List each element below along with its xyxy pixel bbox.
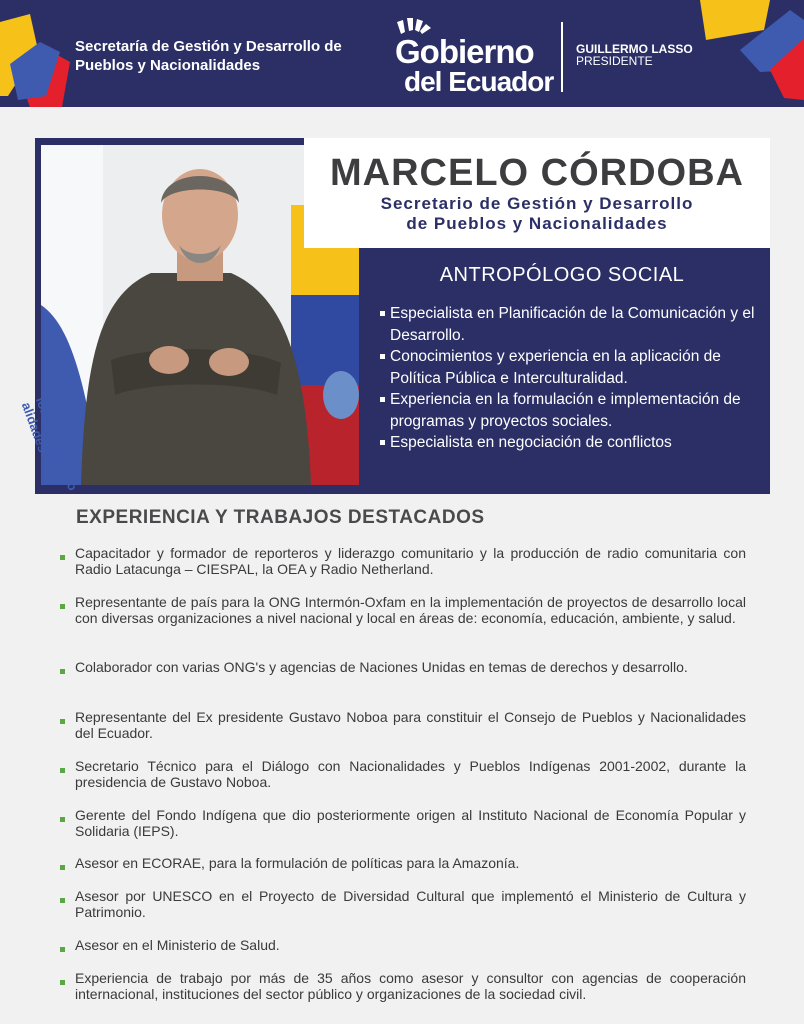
- person-role: [304, 194, 770, 234]
- experience-item: [60, 970, 746, 1002]
- logo-line-2: del Ecuador: [404, 66, 554, 97]
- experience-text: Representante del Ex presidente Gustavo Noboa para constituir el Consejo de Pueblos y Nacionalidades del Ecuador.: [75, 709, 746, 741]
- header-divider: [561, 22, 563, 92]
- bullet-icon: [60, 555, 65, 560]
- bullet-icon: [60, 865, 65, 870]
- experience-item: [60, 659, 746, 675]
- bullet-icon: [60, 768, 65, 773]
- experience-text: Capacitador y formador de reporteros y liderazgo comunitario y la producción de radio comunitaria con Radio Latacunga – CIESPAL, la OEA y Radio Netherland.: [75, 545, 746, 577]
- president-role: PRESIDENTE: [576, 54, 653, 68]
- experience-title: EXPERIENCIA Y TRABAJOS DESTACADOS: [76, 507, 485, 528]
- skill-item: Especialista en negociación de conflictos: [380, 432, 758, 454]
- skill-item: Experiencia en la formulación e implementación de programas y proyectos sociales.: [380, 389, 758, 432]
- experience-text: Colaborador con varias ONG's y agencias de Naciones Unidas en temas de derechos y desarrollo.: [75, 659, 688, 675]
- experience-text: Asesor en el Ministerio de Salud.: [75, 937, 280, 953]
- person-role-line-1: Secretario de Gestión y Desarrollo: [380, 194, 694, 213]
- experience-item: [60, 709, 746, 741]
- experience-text: Gerente del Fondo Indígena que dio posteriormente origen al Instituto Nacional de Economía Popular y Solidaria (IEPS).: [75, 807, 746, 839]
- bullet-icon: [60, 604, 65, 609]
- bullet-icon: [60, 947, 65, 952]
- person-name: MARCELO CÓRDOBA: [330, 152, 744, 194]
- experience-text: Asesor en ECORAE, para la formulación de políticas para la Amazonía.: [75, 855, 520, 871]
- bullet-icon: [60, 898, 65, 903]
- experience-item: [60, 545, 746, 577]
- experience-item: [60, 937, 746, 953]
- skills-list: [380, 303, 758, 454]
- experience-item: [60, 888, 746, 920]
- page-header: [0, 0, 804, 107]
- gobierno-logo: [395, 18, 555, 97]
- experience-text: Experiencia de trabajo por más de 35 años como asesor y consultor con agencias de cooperación internacional, instituciones del sector público y organizaciones de la sociedad civil.: [75, 970, 746, 1002]
- bullet-icon: [60, 719, 65, 724]
- experience-text: Asesor por UNESCO en el Proyecto de Diversidad Cultural que implementó el Ministerio de Cultura y Patrimonio.: [75, 888, 746, 920]
- profession-title: ANTROPÓLOGO SOCIAL: [439, 264, 685, 286]
- bullet-icon: [60, 817, 65, 822]
- experience-item: [60, 594, 746, 626]
- experience-item: [60, 807, 746, 839]
- bullet-icon: [60, 980, 65, 985]
- bullet-icon: [60, 669, 65, 674]
- experience-item: [60, 758, 746, 790]
- skill-item: Especialista en Planificación de la Comunicación y el Desarrollo.: [380, 303, 758, 346]
- experience-item: [60, 855, 746, 871]
- skill-item: Conocimientos y experiencia en la aplicación de Política Pública e Interculturalidad.: [380, 346, 758, 389]
- flag-shapes-right: [700, 0, 804, 107]
- name-box: [304, 138, 770, 248]
- experience-text: Representante de país para la ONG Intermón-Oxfam en la implementación de proyectos de desarrollo local con diversas organizaciones a nivel nacional y local en áreas de: economía, educación, ambiente, y salud.: [75, 594, 746, 626]
- president-name: GUILLERMO LASSO: [576, 42, 693, 56]
- secretariat-title: Secretaría de Gestión y Desarrollo de Pueblos y Nacionalidades: [75, 38, 342, 74]
- logo-line-1: Gobierno: [395, 33, 534, 70]
- person-role-line-2: de Pueblos y Nacionalidades: [406, 214, 668, 233]
- experience-text: Secretario Técnico para el Diálogo con Nacionalidades y Pueblos Indígenas 2001-2002, durante la presidencia de Gustavo Noboa.: [75, 758, 746, 790]
- banner-text: ión y Desarrollo alidades: [18, 395, 81, 493]
